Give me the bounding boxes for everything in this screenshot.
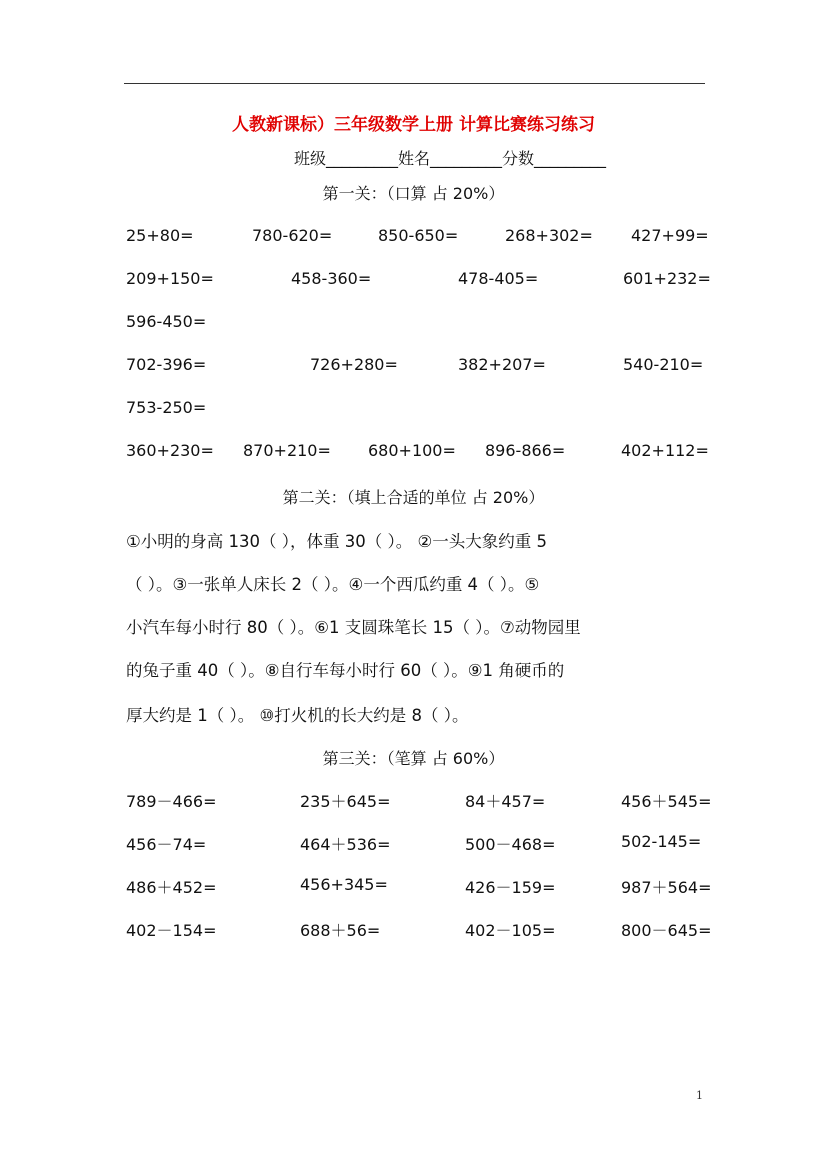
s2-line: 的兔子重 40（ ）。⑧自行车每小时行 60（ ）。⑨1 角硬币的 <box>126 661 565 680</box>
s1-problem: 427+99= <box>631 226 709 245</box>
s3-problem: 464＋536= <box>300 835 391 854</box>
s1-problem: 25+80= <box>126 226 194 245</box>
s1-row-5 <box>0 398 827 420</box>
s3-problem: 235＋645= <box>300 792 391 811</box>
s1-row-4 <box>0 355 827 377</box>
s3-row-4 <box>0 918 827 940</box>
s1-problem: 870+210= <box>243 441 331 460</box>
s1-problem: 896-866= <box>485 441 566 460</box>
student-info-line: 班级_________姓名_________分数_________ <box>293 149 606 168</box>
s3-row-1 <box>0 789 827 811</box>
s3-problem: 486＋452= <box>126 878 217 897</box>
s1-problem: 209+150= <box>126 269 214 288</box>
s1-problem: 360+230= <box>126 441 214 460</box>
s3-problem: 688＋56= <box>300 921 381 940</box>
s3-row-3 <box>0 875 827 897</box>
s3-problem: 456＋545= <box>621 792 712 811</box>
s3-problem: 789－466= <box>126 792 217 811</box>
s1-row-3 <box>0 312 827 334</box>
s1-problem: 753-250= <box>126 398 207 417</box>
s3-problem: 502-145= <box>621 832 702 851</box>
s2-line: （ ）。③一张单人床长 2（ ）。④一个西瓜约重 4（ ）。⑤ <box>126 575 540 594</box>
s1-problem: 702-396= <box>126 355 207 374</box>
s3-row-2 <box>0 832 827 854</box>
s3-problem: 402－154= <box>126 921 217 940</box>
s1-row-6 <box>0 441 827 463</box>
s3-problem: 800－645= <box>621 921 712 940</box>
s2-line: 小汽车每小时行 80（ ）。⑥1 支圆珠笔长 15（ ）。⑦动物园里 <box>126 618 581 637</box>
s1-problem: 458-360= <box>291 269 372 288</box>
s1-row-1 <box>0 226 827 248</box>
section1-heading: 第一关：（口算 占 20%） <box>322 184 505 203</box>
s1-row-2 <box>0 269 827 291</box>
s1-problem: 540-210= <box>623 355 704 374</box>
page-number: 1 <box>696 1089 703 1102</box>
s1-problem: 596-450= <box>126 312 207 331</box>
s3-problem: 456－74= <box>126 835 207 854</box>
s1-problem: 601+232= <box>623 269 711 288</box>
s1-problem: 780-620= <box>252 226 333 245</box>
s1-problem: 478-405= <box>458 269 539 288</box>
s1-problem: 402+112= <box>621 441 709 460</box>
s3-problem: 500－468= <box>465 835 556 854</box>
s3-problem: 987＋564= <box>621 878 712 897</box>
section2-heading: 第二关：（填上合适的单位 占 20%） <box>282 488 545 507</box>
s3-problem: 426－159= <box>465 878 556 897</box>
header-rule <box>124 83 705 84</box>
s3-problem: 84＋457= <box>465 792 546 811</box>
s1-problem: 850-650= <box>378 226 459 245</box>
s1-problem: 382+207= <box>458 355 546 374</box>
s1-problem: 726+280= <box>310 355 398 374</box>
s3-problem: 402－105= <box>465 921 556 940</box>
s1-problem: 268+302= <box>505 226 593 245</box>
s2-line: ①小明的身高 130（ ），体重 30（ ）。 ②一头大象约重 5 <box>126 532 548 551</box>
page-title: 人教新课标）三年级数学上册 计算比赛练习练习 <box>232 115 595 135</box>
section3-heading: 第三关：（笔算 占 60%） <box>322 749 505 768</box>
s1-problem: 680+100= <box>368 441 456 460</box>
s2-line: 厚大约是 1（ ）。 ⑩打火机的长大约是 8（ ）。 <box>126 706 469 725</box>
s3-problem: 456+345= <box>300 875 388 894</box>
